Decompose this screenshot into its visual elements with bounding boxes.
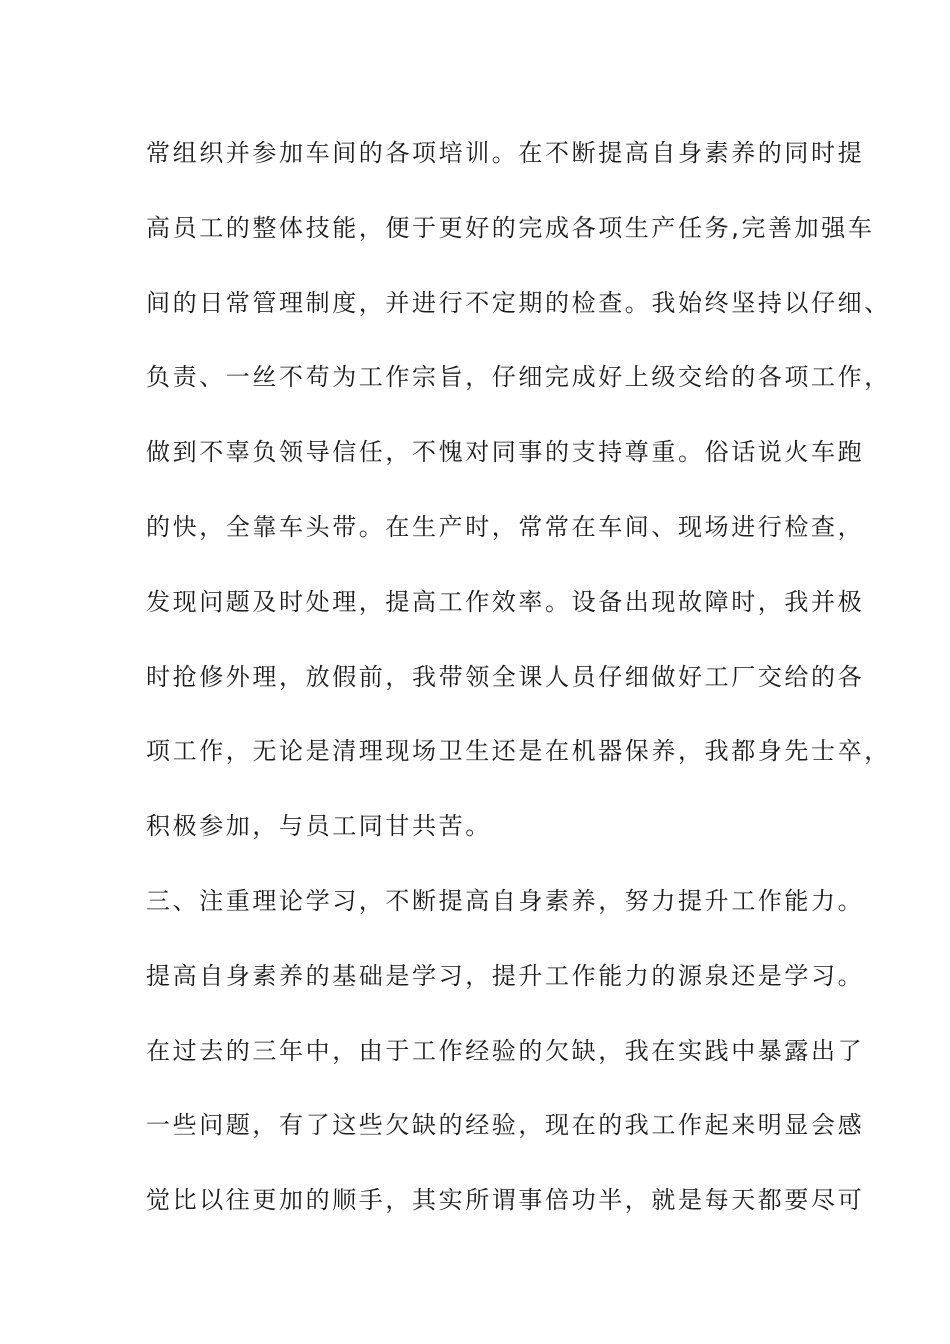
body-text	[146, 133, 891, 1255]
text-line: 积极参加，与员工同甘共苦。	[146, 812, 492, 841]
text-line: 提高自身素养的基础是学习，提升工作能力的源泉还是学习。	[146, 961, 865, 990]
section-heading: 三、注重理论学习，不断提高自身素养，努力提升工作能力。	[146, 886, 865, 915]
text-line: 间的日常管理制度，并进行不定期的检查。我始终坚持以仔细、	[146, 288, 891, 317]
text-line: 常组织并参加车间的各项培训。在不断提高自身素养的同时提	[146, 139, 865, 167]
text-line: 负责、一丝不苟为工作宗旨，仔细完成好上级交给的各项工作，	[146, 363, 891, 392]
text-line: 在过去的三年中，由于工作经验的欠缺，我在实践中暴露出了	[146, 1036, 865, 1065]
text-line: 时抢修外理，放假前，我带领全课人员仔细做好工厂交给的各	[146, 662, 865, 691]
text-line: 一些问题，有了这些欠缺的经验，现在的我工作起来明显会感	[146, 1111, 865, 1140]
text-line: 高员工的整体技能，便于更好的完成各项生产任务,完善加强车	[146, 213, 875, 242]
text-line: 项工作，无论是清理现场卫生还是在机器保养，我都身先士卒，	[146, 737, 891, 766]
text-line: 做到不辜负领导信任，不愧对同事的支持尊重。俗话说火车跑	[146, 438, 865, 467]
text-line: 发现问题及时处理，提高工作效率。设备出现故障时，我并极	[146, 587, 865, 616]
text-line: 的快，全靠车头带。在生产时，常常在车间、现场进行检查，	[146, 512, 865, 541]
text-line: 觉比以往更加的顺手，其实所谓事倍功半，就是每天都要尽可	[146, 1186, 865, 1215]
